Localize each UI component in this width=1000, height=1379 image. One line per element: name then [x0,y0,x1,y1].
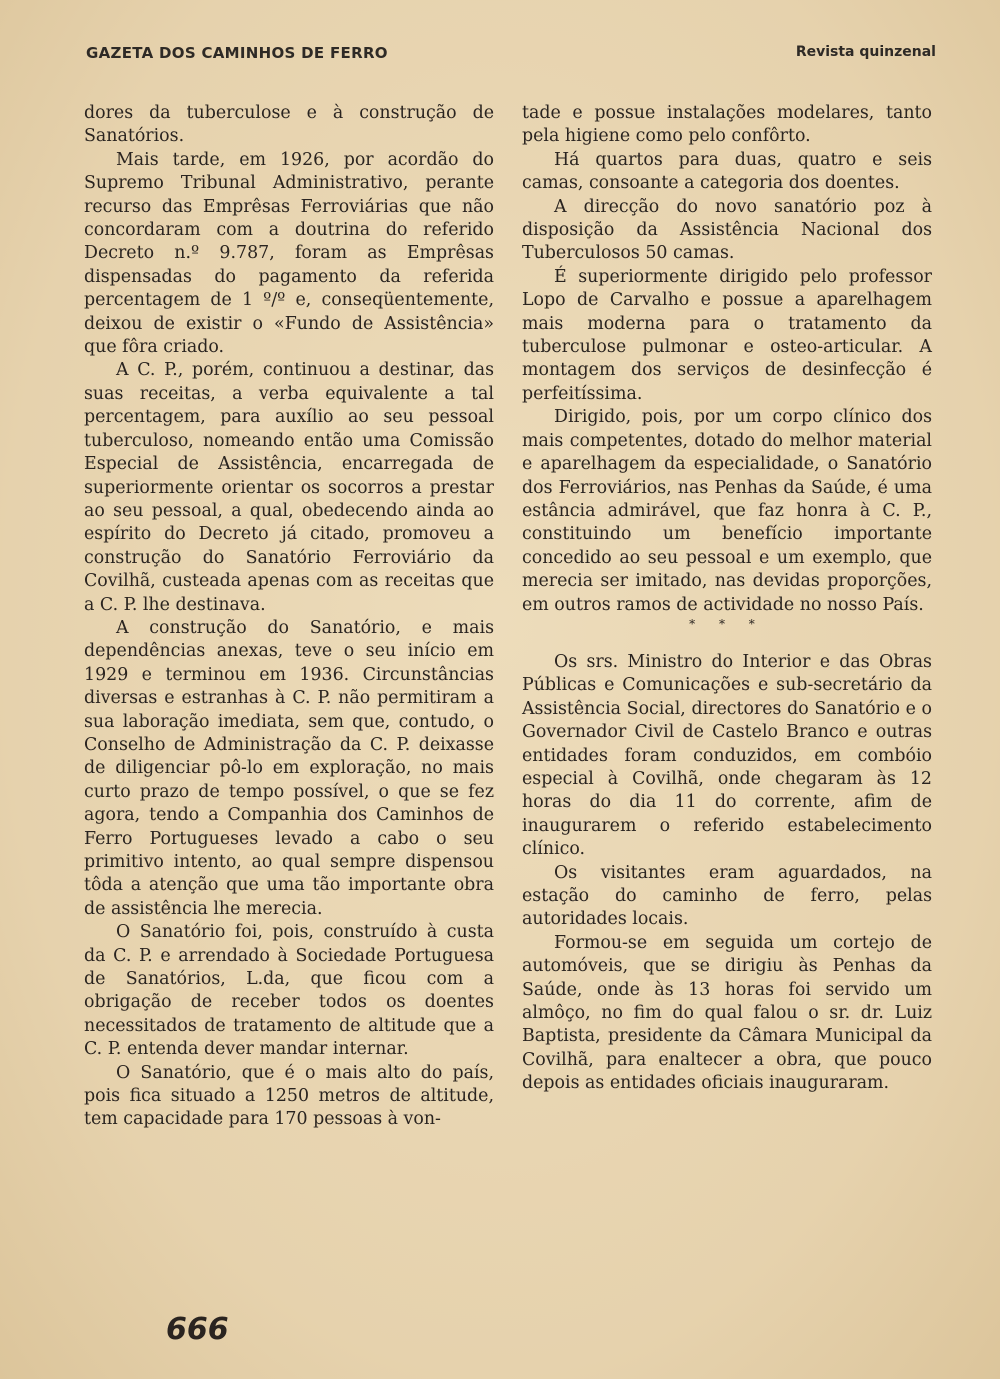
paragraph: É superiormente dirigido pelo professor Lopo de Carvalho e possue a aparelhagem mais moderna para o tratamento da tuberculose pulmonar e osteo-articular. A montagem dos serviços de desinfecção é perfeitíssima. [522,266,932,404]
paragraph: A direcção do novo sanatório poz à disposição da Assistência Nacional dos Tuberculosos 50 camas. [522,196,932,264]
paragraph: Os visitantes eram aguardados, na estação do caminho de ferro, pelas autoridades locais. [522,862,932,930]
page-number: 666 [166,1312,229,1347]
publication-title: GAZETA DOS CAMINHOS DE FERRO [86,44,388,62]
paragraph: Os srs. Ministro do Interior e das Obras Públicas e Comunicações e sub-secretário da Assistência Social, directores do Sanatório e o Governador Civil de Castelo Branco e outras entidades foram conduzidos, em combóio especial à Covilhã, onde chegaram às 12 horas do dia 11 do corrente, afim de inaugurarem o referido estabelecimento clínico. [522,651,932,860]
paragraph: Dirigido, pois, por um corpo clínico dos mais competentes, dotado do melhor material e aparelhagem da especialidade, o Sanatório dos Ferroviários, nas Penhas da Saúde, é uma estância admirável, que faz honra à C. P., constituindo um benefício importante concedido ao seu pessoal e um exemplo, que merecia ser imitado, nas devidas proporções, em outros ramos de actividade no nosso País. [522,407,932,615]
paragraph: A C. P., porém, continuou a destinar, das suas receitas, a verba equivalente a tal percentagem, para auxílio ao seu pessoal tuberculoso, nomeando então uma Comissão Especial de Assistência, encarregada de superiormente orientar os socorros a prestar ao seu pessoal, a qual, obedecendo ainda ao espírito do Decreto já citado, promoveu a construção do Sanatório Ferroviário da Covilhã, custeada apenas com as receitas que a C. P. lhe destinava. [84,360,494,615]
section-separator: * * * [689,616,765,631]
paragraph: dores da tuberculose e à construção de Sanatórios. [84,103,494,147]
paragraph: tade e possue instalações modelares, tanto pela higiene como pelo confôrto. [522,103,932,147]
left-column [84,102,494,1132]
paragraph: Há quartos para duas, quatro e seis camas, consoante a categoria dos doentes. [522,149,932,194]
publication-subtitle: Revista quinzenal [795,44,936,60]
right-column [522,102,932,1096]
paragraph: O Sanatório, que é o mais alto do país, pois fica situado a 1250 metros de altitude, tem capacidade para 170 pessoas à von- [84,1062,494,1130]
paragraph: Mais tarde, em 1926, por acordão do Supremo Tribunal Administrativo, perante recurso das Emprêsas Ferroviárias que não concordaram com a doutrina do referido Decreto n.º 9.787, foram as Emprêsas dispensadas do pagamento da referida percentagem de 1 º/º e, conseqüentemente, deixou de existir o «Fundo de Assistência» que fôra criado. [84,149,494,358]
paragraph: O Sanatório foi, pois, construído à custa da C. P. e arrendado à Sociedade Portuguesa de Sanatórios, L.da, que ficou com a obrigação de receber todos os doentes necessitados de tratamento de altitude que a C. P. entenda dever mandar internar. [84,922,494,1060]
paragraph: A construção do Sanatório, e mais dependências anexas, teve o seu início em 1929 e terminou em 1936. Circunstâncias diversas e estranhas à C. P. não permitiram a sua laboração imediata, sem que, contudo, o Conselho de Administração da C. P. deixasse de diligenciar pô-lo em exploração, no mais curto prazo de tempo possível, o que se fez agora, tendo a Companhia dos Caminhos de Ferro Portugueses levado a cabo o seu primitivo intento, ao qual sempre dispensou tôda a atenção que uma tão importante obra de assistência lhe merecia. [84,617,494,919]
paragraph: Formou-se em seguida um cortejo de automóveis, que se dirigiu às Penhas da Saúde, onde às 13 horas foi servido um almôço, no fim do qual falou o sr. dr. Luiz Baptista, presidente da Câmara Municipal da Covilhã, para enaltecer a obra, que pouco depois as entidades oficiais inauguraram. [522,932,932,1094]
